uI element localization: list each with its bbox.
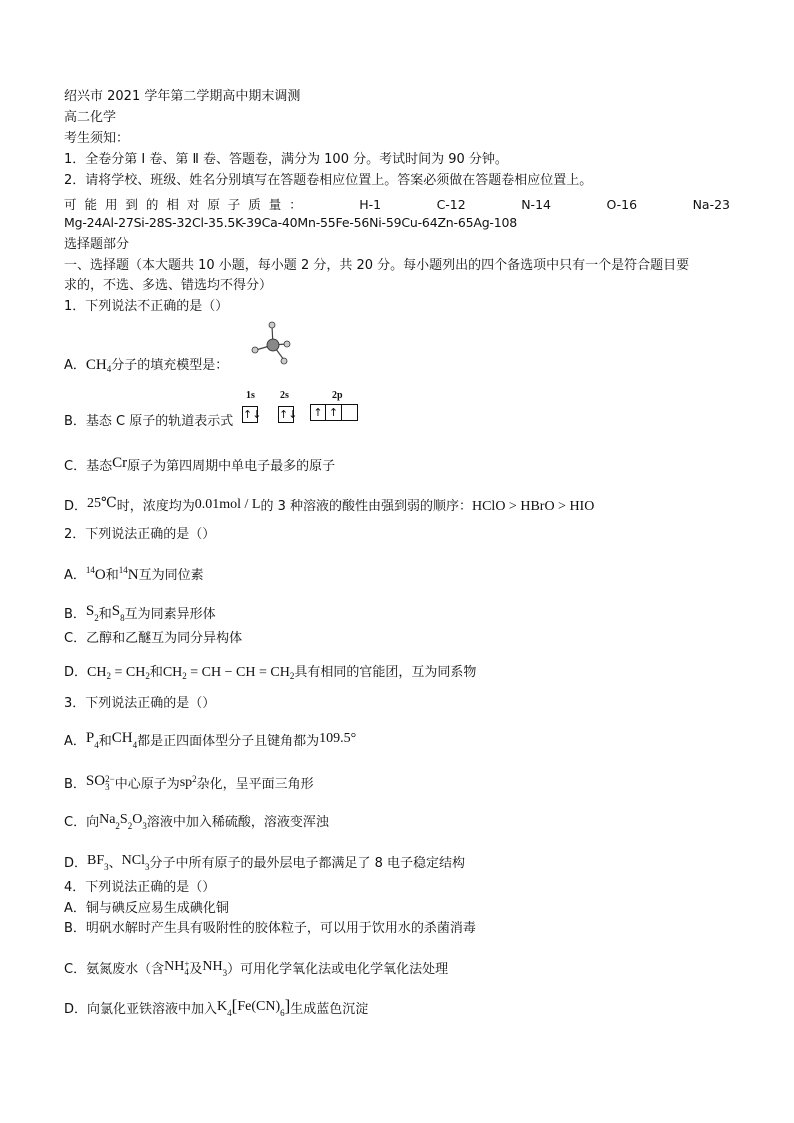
q3-option-d: D．$BF_3$、NCl$_3$分子中所有原子的最外层电子都满足了 8 电子稳定结构 xyxy=(64,853,466,872)
orbital-2p-3 xyxy=(342,404,358,421)
mass-c: C-12 xyxy=(436,197,466,212)
subject-title: 高二化学 xyxy=(64,110,117,125)
q2-option-d: D．$CH_2 = CH_2$和$CH_2$ = CH − CH = $CH_2$具有相同的官能团，互为同系物 xyxy=(64,665,477,681)
q4-option-d: D．向氯化亚铁溶液中加入$K_4[Fe(CN)_6]$生成蓝色沉淀 xyxy=(64,996,369,1018)
q3-option-c: C．向$Na_2S_2O_3$溶液中加入稀硫酸，溶液变浑浊 xyxy=(64,812,329,831)
q2-stem: 2．下列说法正确的是（） xyxy=(64,527,216,542)
q4-stem: 4．下列说法正确的是（） xyxy=(64,880,216,895)
q1-option-c: C．基态Cr原子为第四周期中单电子最多的原子 xyxy=(64,455,336,474)
ch4-molecule-model xyxy=(246,320,294,368)
q4-option-a: A．铜与碘反应易生成碘化铜 xyxy=(64,901,229,916)
atomic-mass-row-1 xyxy=(64,196,730,214)
mass-h: H-1 xyxy=(359,197,382,212)
orbital-1s: ↑↓ xyxy=(243,408,262,421)
orbital-2p-2: ↑ xyxy=(326,404,342,421)
q2-option-c: C．乙醇和乙醚互为同分异构体 xyxy=(64,631,243,646)
q1-stem: 1．下列说法不正确的是（） xyxy=(64,299,229,314)
q1-option-b: B．基态 C 原子的轨道表示式 xyxy=(64,414,234,429)
section-instruction-1: 一、选择题（本大题共 10 小题，每小题 2 分，共 20 分。每小题列出的四个备选项中只有一个是符合题目要 xyxy=(64,258,690,273)
q2-option-b: B．$S_2$和$S_8$互为同素异形体 xyxy=(64,603,216,623)
q4-option-c: C．氨氮废水（含NH + 4 及$NH_3$）可用化学氧化法或电化学氧化法处理 xyxy=(64,959,449,978)
notice-label: 考生须知： xyxy=(64,131,130,146)
exam-title: 绍兴市 2021 学年第二学期高中期末调测 xyxy=(64,89,301,104)
left-bracket: [ xyxy=(231,996,238,1015)
section-instruction-2: 求的，不选、多选、错选均不得分） xyxy=(64,278,273,293)
notice-item-2: 2．请将学校、班级、姓名分别填写在答题卷相应位置上。答案必须做在答题卷相应位置上。 xyxy=(64,173,593,188)
section-title: 选择题部分 xyxy=(64,237,130,252)
q3-option-a: A．$P_4$和$CH_4$都是正四面体型分子且键角都为109.5° xyxy=(64,730,357,750)
q3-stem: 3．下列说法正确的是（） xyxy=(64,696,216,711)
q2-option-a: A．$^{14}$O和$^{14}$N互为同位素 xyxy=(64,565,204,583)
q1-option-a: A．$CH_4$分子的填充模型是： xyxy=(64,357,229,374)
atomic-mass-row-2: Mg-24Al-27Si-28S-32Cl-35.5K-39Ca-40Mn-55Fe-56Ni-59Cu-64Zn-65Ag-108 xyxy=(64,215,517,230)
exam-page: 绍兴市 2021 学年第二学期高中期末调测 高二化学 考生须知： 1．全卷分第 Ⅰ 卷、第 Ⅱ 卷、答题卷，满分为 100 分。考试时间为 90 分钟。 2．请将学校、班级、姓名分别填写在答题卷相应位置上。答案必须做在答题卷相应位置上。 可 能 用 到 的 相 对 原 子 质 量 ： H-1 C-12 N-14 O-16 Na-23 Mg-24Al-27Si-28S-32Cl-35.5K-39Ca-40Mn-55Fe-56Ni-59Cu-64Zn-65Ag-108 选择题部分 一、选择题（本大题共 10 小题，每小题 2 分，共 20 分。每小题列出的四个备选项中只有一个是符合题目要 求的，不选、多选、错选均不得分） 1．下列说法不正确的是（） A．$CH_4$分子的填充模型是： 1s 2s 2p ↑↓ ↑↓ ↑ ↑ B．基态 C 原子的轨道表示式 C．基态Cr原子为第四周期中单电子最多的原子 D．25℃时，浓度均为0.01mol / L的 3 种溶液的酸性由强到弱的顺序：HClO > HBrO > HIO 2．下列说法正确的是（） A．$^{14}$O和$^{14}$N互为同位素 B．$S_2$和$S_8$互为同素异形体 C．乙醇和乙醚互为同分异构体 D．$CH_2 = CH_2$和$CH_2$ = CH − CH = $CH_2$具有相同的官能团，互为同系物 3．下列说法正确的是（） A．$P_4$和$CH_4$都是正四面体型分子且键角都为109.5° B．SO 2− 3 中心原子为$sp^2$杂化，呈平面三角形 C．向$Na_2S_2O_3$溶液中加入稀硫酸，溶液变浑浊 D．$BF_3$、NCl$_3$分子中所有原子的最外层电子都满足了 8 电子稳定结构 4．下列说法正确的是（） A．铜与碘反应易生成碘化铜 B．明矾水解时产生具有吸附性的胶体粒子，可以用于饮用水的杀菌消毒 C．氨氮废水（含NH + 4 及$NH_3$）可用化学氧化法或电化学氧化法处理 D．向氯化亚铁溶液中加入$K_4[Fe(CN)_6]$生成蓝色沉淀 xyxy=(0,0,794,1123)
right-bracket: ] xyxy=(284,996,291,1015)
mass-n: N-14 xyxy=(521,197,551,212)
mass-o: O-16 xyxy=(606,197,638,212)
atomic-mass-label: 可 能 用 到 的 相 对 原 子 质 量 ： xyxy=(64,197,304,212)
mass-na: Na-23 xyxy=(692,197,730,212)
orbital-2p-1: ↑ xyxy=(310,404,326,421)
q4-option-b: B．明矾水解时产生具有吸附性的胶体粒子，可以用于饮用水的杀菌消毒 xyxy=(64,921,476,936)
notice-item-1: 1．全卷分第 Ⅰ 卷、第 Ⅱ 卷、答题卷，满分为 100 分。考试时间为 90 分钟。 xyxy=(64,152,508,167)
q3-option-b: B．SO 2− 3 中心原子为$sp^2$杂化，呈平面三角形 xyxy=(64,773,314,792)
q1-option-d: D．25℃时，浓度均为0.01mol / L的 3 种溶液的酸性由强到弱的顺序：HClO > HBrO > HIO xyxy=(64,496,595,514)
atomic-mass-table xyxy=(64,196,730,232)
orbital-2s: ↑↓ xyxy=(279,408,298,421)
